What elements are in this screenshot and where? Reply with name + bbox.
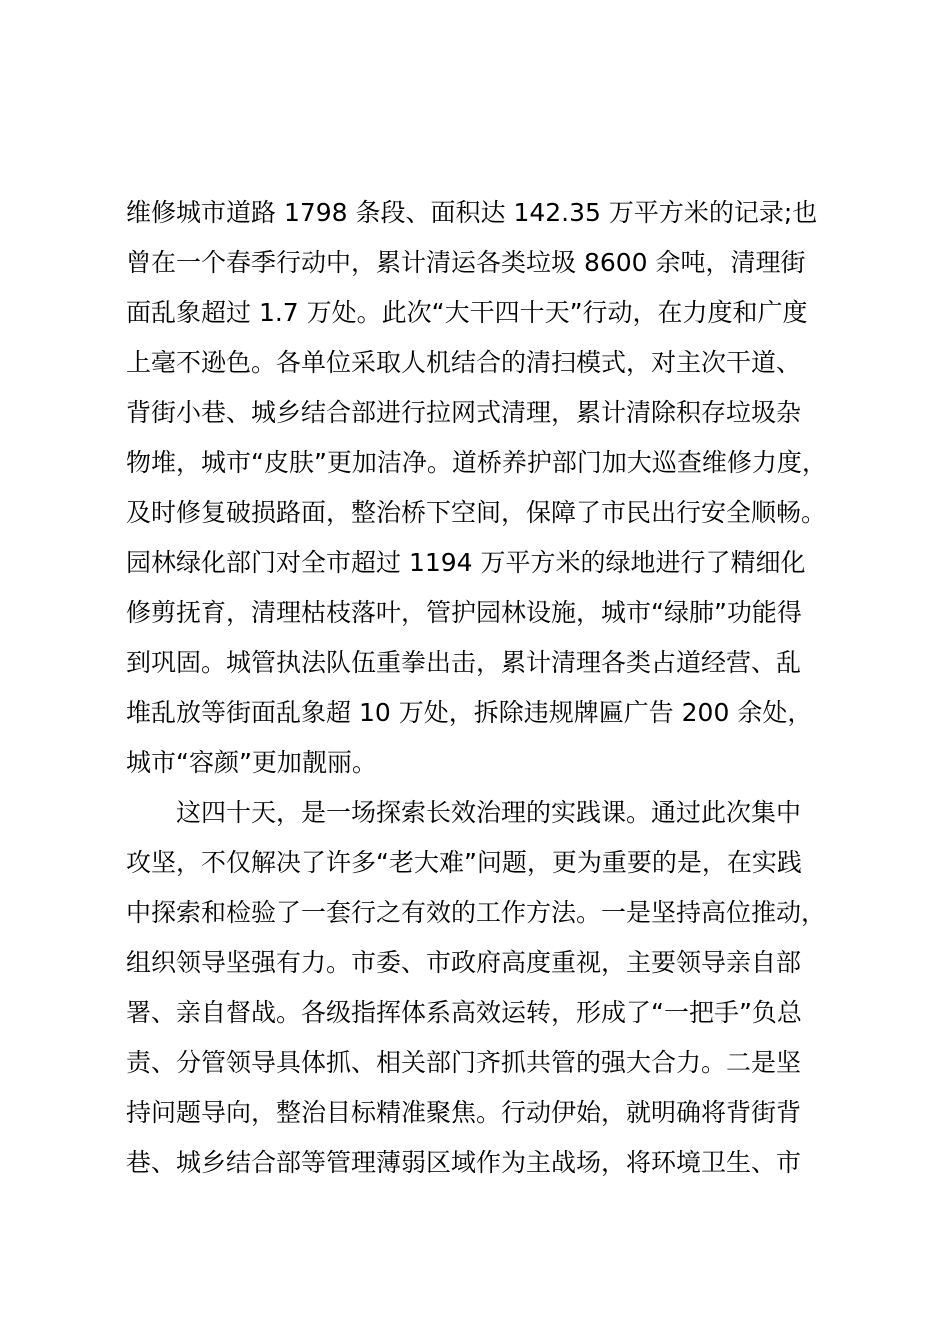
text-line: 及时修复破损路面，整治桥下空间，保障了市民出行安全顺畅。 <box>126 498 827 527</box>
text-line: 曾在一个春季行动中，累计清运各类垃圾 8600 余吨，清理街 <box>126 248 806 277</box>
text-line: 城市“容颜”更加靓丽。 <box>126 748 377 777</box>
text-line: 堆乱放等街面乱象超 10 万处，拆除违规牌匾广告 200 余处， <box>126 698 813 727</box>
text-line: 巷、城乡结合部等管理薄弱区域作为主战场，将环境卫生、市 <box>126 1148 802 1177</box>
text-line: 修剪抚育，清理枯枝落叶，管护园林设施，城市“绿肺”功能得 <box>126 598 802 627</box>
text-line: 物堆，城市“皮肤”更加洁净。道桥养护部门加大巡查维修力度， <box>126 448 827 477</box>
text-line: 持问题导向，整治目标精准聚焦。行动伊始，就明确将背街背 <box>126 1098 802 1127</box>
text-line: 攻坚，不仅解决了许多“老大难”问题，更为重要的是，在实践 <box>126 848 802 877</box>
text-line: 中探索和检验了一套行之有效的工作方法。一是坚持高位推动， <box>126 898 827 927</box>
body-text <box>126 188 866 1188</box>
text-line: 面乱象超过 1.7 万处。此次“大干四十天”行动，在力度和广度 <box>126 298 808 327</box>
text-line: 园林绿化部门对全市超过 1194 万平方米的绿地进行了精细化 <box>126 548 806 577</box>
text-line: 上毫不逊色。各单位采取人机结合的清扫模式，对主次干道、 <box>126 348 802 377</box>
text-line: 背街小巷、城乡结合部进行拉网式清理，累计清除积存垃圾杂 <box>126 398 802 427</box>
text-line: 组织领导坚强有力。市委、市政府高度重视，主要领导亲自部 <box>126 948 802 977</box>
text-line: 责、分管领导具体抓、相关部门齐抓共管的强大合力。二是坚 <box>126 1048 802 1077</box>
text-line: 维修城市道路 1798 条段、面积达 142.35 万平方米的记录;也 <box>126 198 818 227</box>
text-line: 到巩固。城管执法队伍重拳出击，累计清理各类占道经营、乱 <box>126 648 802 677</box>
text-line: 署、亲自督战。各级指挥体系高效运转，形成了“一把手”负总 <box>126 998 802 1027</box>
paragraph-first-line: 这四十天，是一场探索长效治理的实践课。通过此次集中 <box>176 798 802 827</box>
